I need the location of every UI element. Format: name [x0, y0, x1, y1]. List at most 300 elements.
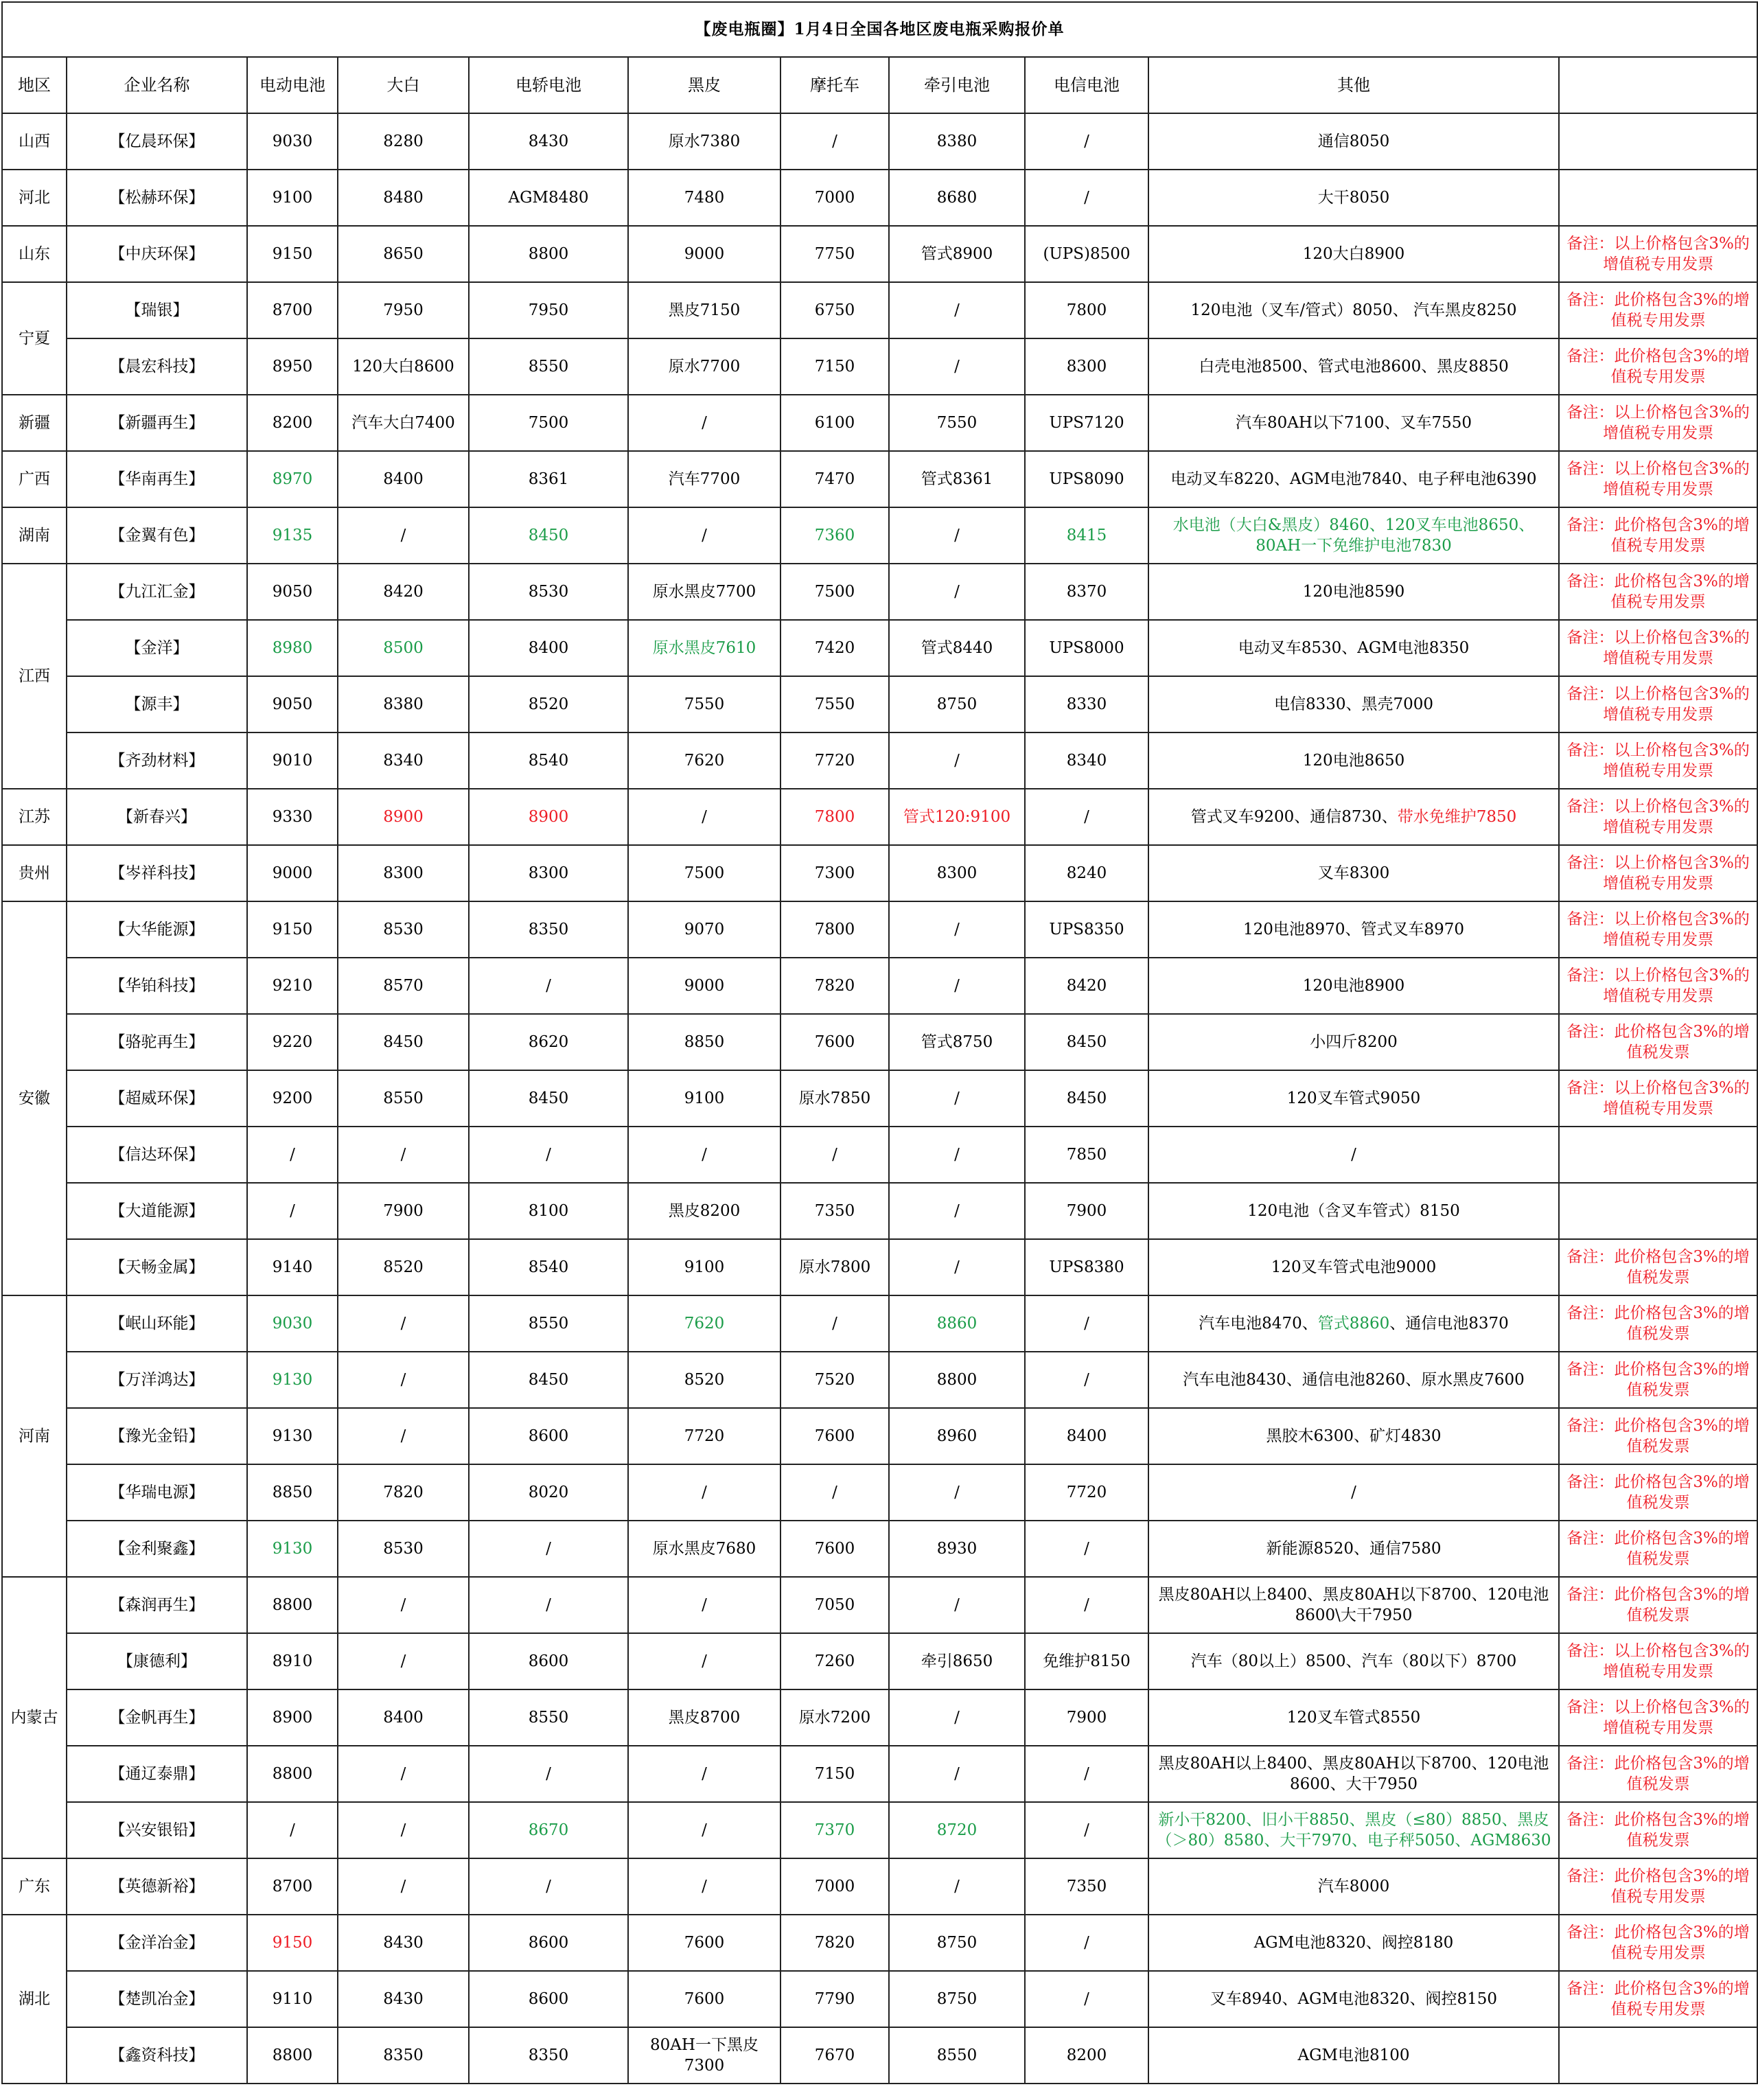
region-cell: 河南	[2, 1295, 67, 1577]
ev-battery-cell: 8950	[247, 338, 338, 395]
traction-battery-cell: /	[889, 1239, 1025, 1295]
note-cell: 备注：以上价格包含3%的增值税专用发票	[1559, 1633, 1757, 1689]
region-cell: 山东	[2, 226, 67, 282]
heipi-cell: 7600	[628, 1915, 780, 1971]
header-region: 地区	[2, 57, 67, 113]
heipi-cell: /	[628, 1464, 780, 1521]
ev-battery-cell: 8700	[247, 1858, 338, 1915]
car-battery-cell: 8620	[469, 1014, 628, 1070]
company-cell: 【康德利】	[67, 1633, 247, 1689]
telecom-battery-cell: /	[1025, 1802, 1148, 1858]
heipi-cell: 7550	[628, 676, 780, 732]
car-battery-cell: 8670	[469, 1802, 628, 1858]
heipi-cell: 7480	[628, 170, 780, 226]
heipi-cell: /	[628, 1577, 780, 1633]
dabai-cell: 8520	[338, 1239, 469, 1295]
other-cell: 汽车（80以上）8500、汽车（80以下）8700	[1148, 1633, 1559, 1689]
ev-battery-cell: 9130	[247, 1521, 338, 1577]
dabai-cell: 8530	[338, 1521, 469, 1577]
telecom-battery-cell: (UPS)8500	[1025, 226, 1148, 282]
table-row	[2, 1633, 1757, 1689]
ev-battery-cell: 9050	[247, 676, 338, 732]
heipi-cell: 7600	[628, 1971, 780, 2027]
table-row	[2, 564, 1757, 620]
note-cell: 备注：以上价格包含3%的增值税专用发票	[1559, 226, 1757, 282]
note-cell: 备注：此价格包含3%的增值税专用发票	[1559, 1915, 1757, 1971]
header-note	[1559, 57, 1757, 113]
telecom-battery-cell: 8200	[1025, 2027, 1148, 2084]
heipi-cell: 80AH一下黑皮7300	[628, 2027, 780, 2084]
other-cell: 新能源8520、通信7580	[1148, 1521, 1559, 1577]
motorcycle-cell: 7600	[780, 1014, 889, 1070]
car-battery-cell: 8600	[469, 1408, 628, 1464]
telecom-battery-cell: /	[1025, 1915, 1148, 1971]
heipi-cell: 7720	[628, 1408, 780, 1464]
company-cell: 【华铂科技】	[67, 958, 247, 1014]
telecom-battery-cell: 8420	[1025, 958, 1148, 1014]
traction-battery-cell: /	[889, 1577, 1025, 1633]
dabai-cell: /	[338, 1577, 469, 1633]
car-battery-cell: 8600	[469, 1971, 628, 2027]
note-cell: 备注：此价格包含3%的增值税专用发票	[1559, 338, 1757, 395]
ev-battery-cell: 9130	[247, 1352, 338, 1408]
heipi-cell: 9000	[628, 958, 780, 1014]
motorcycle-cell: 7550	[780, 676, 889, 732]
car-battery-cell: 8550	[469, 1689, 628, 1746]
heipi-cell: /	[628, 1746, 780, 1802]
car-battery-cell: 8350	[469, 901, 628, 958]
heipi-cell: 原水7700	[628, 338, 780, 395]
telecom-battery-cell: 7900	[1025, 1183, 1148, 1239]
telecom-battery-cell: 8240	[1025, 845, 1148, 901]
motorcycle-cell: /	[780, 1464, 889, 1521]
other-cell: 叉车8300	[1148, 845, 1559, 901]
company-cell: 【华南再生】	[67, 451, 247, 507]
motorcycle-cell: 7790	[780, 1971, 889, 2027]
table-row	[2, 2027, 1757, 2084]
traction-battery-cell: 8860	[889, 1295, 1025, 1352]
car-battery-cell: 8020	[469, 1464, 628, 1521]
heipi-cell: /	[628, 395, 780, 451]
other-part: 管式叉车9200、通信8730、	[1190, 808, 1398, 826]
company-cell: 【齐劲材料】	[67, 732, 247, 789]
ev-battery-cell: 9330	[247, 789, 338, 845]
telecom-battery-cell: /	[1025, 1352, 1148, 1408]
traction-battery-cell: 管式120:9100	[889, 789, 1025, 845]
motorcycle-cell: 7420	[780, 620, 889, 676]
other-cell: 小四斤8200	[1148, 1014, 1559, 1070]
other-cell: 黑皮80AH以上8400、黑皮80AH以下8700、120电池8600、大干7950	[1148, 1746, 1559, 1802]
region-cell: 广西	[2, 451, 67, 507]
dabai-cell: /	[338, 1858, 469, 1915]
note-cell: 备注：以上价格包含3%的增值税专用发票	[1559, 901, 1757, 958]
heipi-cell: 原水7380	[628, 113, 780, 170]
company-cell: 【大华能源】	[67, 901, 247, 958]
company-cell: 【骆驼再生】	[67, 1014, 247, 1070]
heipi-cell: /	[628, 507, 780, 564]
company-cell: 【大道能源】	[67, 1183, 247, 1239]
note-cell: 备注：以上价格包含3%的增值税专用发票	[1559, 395, 1757, 451]
traction-battery-cell: /	[889, 732, 1025, 789]
region-cell: 安徽	[2, 901, 67, 1295]
dabai-cell: 8530	[338, 901, 469, 958]
traction-battery-cell: /	[889, 507, 1025, 564]
motorcycle-cell: 7670	[780, 2027, 889, 2084]
dabai-cell: 8280	[338, 113, 469, 170]
table-row	[2, 1464, 1757, 1521]
other-cell: 120叉车管式电池9000	[1148, 1239, 1559, 1295]
dabai-cell: /	[338, 1746, 469, 1802]
table-row	[2, 958, 1757, 1014]
traction-battery-cell: /	[889, 958, 1025, 1014]
motorcycle-cell: 7350	[780, 1183, 889, 1239]
traction-battery-cell: 管式8750	[889, 1014, 1025, 1070]
table-row	[2, 1577, 1757, 1633]
traction-battery-cell: 8720	[889, 1802, 1025, 1858]
heipi-cell: 7620	[628, 732, 780, 789]
other-cell: 新小干8200、旧小干8850、黑皮（≤80）8850、黑皮（＞80）8580、大干7970、电子秤5050、AGM8630	[1148, 1802, 1559, 1858]
table-row	[2, 1915, 1757, 1971]
telecom-battery-cell: UPS7120	[1025, 395, 1148, 451]
heipi-cell: 9100	[628, 1070, 780, 1127]
heipi-cell: 原水黑皮7610	[628, 620, 780, 676]
car-battery-cell: 8300	[469, 845, 628, 901]
company-cell: 【岑祥科技】	[67, 845, 247, 901]
region-cell: 山西	[2, 113, 67, 170]
region-cell: 宁夏	[2, 282, 67, 395]
car-battery-cell: 8400	[469, 620, 628, 676]
telecom-battery-cell: /	[1025, 1295, 1148, 1352]
dabai-cell: 8550	[338, 1070, 469, 1127]
ev-battery-cell: 9130	[247, 1408, 338, 1464]
note-cell: 备注：此价格包含3%的增值税专用发票	[1559, 1971, 1757, 2027]
telecom-battery-cell: /	[1025, 113, 1148, 170]
heipi-cell: 黑皮8700	[628, 1689, 780, 1746]
motorcycle-cell: 7260	[780, 1633, 889, 1689]
other-part: 汽车电池8470、	[1199, 1315, 1318, 1332]
heipi-cell: /	[628, 789, 780, 845]
company-cell: 【金洋冶金】	[67, 1915, 247, 1971]
other-cell: 120叉车管式8550	[1148, 1689, 1559, 1746]
table-row	[2, 845, 1757, 901]
dabai-cell: 8430	[338, 1971, 469, 2027]
telecom-battery-cell: /	[1025, 1746, 1148, 1802]
table-row	[2, 732, 1757, 789]
page-title: 【废电瓶圈】1月4日全国各地区废电瓶采购报价单	[2, 2, 1757, 57]
company-cell: 【金洋】	[67, 620, 247, 676]
ev-battery-cell: /	[247, 1127, 338, 1183]
heipi-cell: 汽车7700	[628, 451, 780, 507]
ev-battery-cell: 8800	[247, 1577, 338, 1633]
note-cell: 备注：以上价格包含3%的增值税专用发票	[1559, 1689, 1757, 1746]
traction-battery-cell: 8960	[889, 1408, 1025, 1464]
dabai-cell: 8500	[338, 620, 469, 676]
table-row	[2, 789, 1757, 845]
car-battery-cell: /	[469, 1858, 628, 1915]
other-cell: 120大白8900	[1148, 226, 1559, 282]
heipi-cell: 原水黑皮7680	[628, 1521, 780, 1577]
ev-battery-cell: 8700	[247, 282, 338, 338]
telecom-battery-cell: 8330	[1025, 676, 1148, 732]
dabai-cell: /	[338, 1408, 469, 1464]
dabai-cell: 7820	[338, 1464, 469, 1521]
traction-battery-cell: /	[889, 1746, 1025, 1802]
company-cell: 【金利聚鑫】	[67, 1521, 247, 1577]
ev-battery-cell: 8200	[247, 395, 338, 451]
company-cell: 【金翼有色】	[67, 507, 247, 564]
ev-battery-cell: 8800	[247, 2027, 338, 2084]
ev-battery-cell: 8850	[247, 1464, 338, 1521]
dabai-cell: 汽车大白7400	[338, 395, 469, 451]
company-cell: 【鑫资科技】	[67, 2027, 247, 2084]
traction-battery-cell: 管式8361	[889, 451, 1025, 507]
ev-battery-cell: 9030	[247, 1295, 338, 1352]
motorcycle-cell: 7820	[780, 958, 889, 1014]
car-battery-cell: 8600	[469, 1633, 628, 1689]
telecom-battery-cell: UPS8350	[1025, 901, 1148, 958]
header-dabai: 大白	[338, 57, 469, 113]
ev-battery-cell: 9140	[247, 1239, 338, 1295]
company-cell: 【豫光金铅】	[67, 1408, 247, 1464]
telecom-battery-cell: 8300	[1025, 338, 1148, 395]
traction-battery-cell: 8380	[889, 113, 1025, 170]
other-cell: 水电池（大白&黑皮）8460、120叉车电池8650、80AH一下免维护电池7830	[1148, 507, 1559, 564]
other-cell: 120电池（含叉车管式）8150	[1148, 1183, 1559, 1239]
traction-battery-cell: 8930	[889, 1521, 1025, 1577]
ev-battery-cell: 9110	[247, 1971, 338, 2027]
traction-battery-cell: /	[889, 1858, 1025, 1915]
telecom-battery-cell: 8400	[1025, 1408, 1148, 1464]
dabai-cell: 8650	[338, 226, 469, 282]
car-battery-cell: 8540	[469, 1239, 628, 1295]
car-battery-cell: 8520	[469, 676, 628, 732]
table-row	[2, 282, 1757, 338]
table-row	[2, 1070, 1757, 1127]
note-cell: 备注：此价格包含3%的增值税专用发票	[1559, 282, 1757, 338]
traction-battery-cell: 8750	[889, 1971, 1025, 2027]
note-cell	[1559, 170, 1757, 226]
car-battery-cell: 8540	[469, 732, 628, 789]
dabai-cell: /	[338, 1352, 469, 1408]
traction-battery-cell: 8300	[889, 845, 1025, 901]
company-cell: 【晨宏科技】	[67, 338, 247, 395]
car-battery-cell: 7500	[469, 395, 628, 451]
motorcycle-cell: 7150	[780, 338, 889, 395]
ev-battery-cell: 9050	[247, 564, 338, 620]
table-row	[2, 1746, 1757, 1802]
ev-battery-cell: 9100	[247, 170, 338, 226]
note-cell	[1559, 1183, 1757, 1239]
company-cell: 【万洋鸿达】	[67, 1352, 247, 1408]
heipi-cell: 8520	[628, 1352, 780, 1408]
ev-battery-cell: 9000	[247, 845, 338, 901]
ev-battery-cell: 9150	[247, 1915, 338, 1971]
telecom-battery-cell: 免维护8150	[1025, 1633, 1148, 1689]
telecom-battery-cell: UPS8380	[1025, 1239, 1148, 1295]
note-cell: 备注：以上价格包含3%的增值税专用发票	[1559, 732, 1757, 789]
car-battery-cell: 8600	[469, 1915, 628, 1971]
traction-battery-cell: 8750	[889, 676, 1025, 732]
car-battery-cell: 8900	[469, 789, 628, 845]
region-cell: 湖北	[2, 1915, 67, 2084]
heipi-cell: 原水黑皮7700	[628, 564, 780, 620]
note-cell: 备注：以上价格包含3%的增值税专用发票	[1559, 958, 1757, 1014]
other-cell: 120电池（叉车/管式）8050、 汽车黑皮8250	[1148, 282, 1559, 338]
ev-battery-cell: 8910	[247, 1633, 338, 1689]
region-cell: 广东	[2, 1858, 67, 1915]
header-motorcycle: 摩托车	[780, 57, 889, 113]
telecom-battery-cell: 7350	[1025, 1858, 1148, 1915]
car-battery-cell: 8550	[469, 338, 628, 395]
traction-battery-cell: /	[889, 1689, 1025, 1746]
company-cell: 【亿晨环保】	[67, 113, 247, 170]
ev-battery-cell: 9030	[247, 113, 338, 170]
motorcycle-cell: 7600	[780, 1408, 889, 1464]
motorcycle-cell: 原水7200	[780, 1689, 889, 1746]
ev-battery-cell: /	[247, 1183, 338, 1239]
motorcycle-cell: 6750	[780, 282, 889, 338]
company-cell: 【松赫环保】	[67, 170, 247, 226]
motorcycle-cell: 7050	[780, 1577, 889, 1633]
region-cell: 江西	[2, 564, 67, 789]
ev-battery-cell: 9150	[247, 226, 338, 282]
company-cell: 【新春兴】	[67, 789, 247, 845]
motorcycle-cell: 7370	[780, 1802, 889, 1858]
other-cell: 汽车8000	[1148, 1858, 1559, 1915]
motorcycle-cell: /	[780, 1127, 889, 1183]
traction-battery-cell: /	[889, 901, 1025, 958]
note-cell: 备注：此价格包含3%的增值税发票	[1559, 1464, 1757, 1521]
company-cell: 【楚凯冶金】	[67, 1971, 247, 2027]
company-cell: 【金帆再生】	[67, 1689, 247, 1746]
company-cell: 【岷山环能】	[67, 1295, 247, 1352]
note-cell	[1559, 2027, 1757, 2084]
motorcycle-cell: 7800	[780, 789, 889, 845]
note-cell: 备注：此价格包含3%的增值税发票	[1559, 1577, 1757, 1633]
table-row	[2, 395, 1757, 451]
dabai-cell: /	[338, 1633, 469, 1689]
traction-battery-cell: /	[889, 564, 1025, 620]
region-cell: 贵州	[2, 845, 67, 901]
telecom-battery-cell: 8370	[1025, 564, 1148, 620]
ev-battery-cell: 9150	[247, 901, 338, 958]
ev-battery-cell: 9200	[247, 1070, 338, 1127]
dabai-cell: 8400	[338, 451, 469, 507]
table-row	[2, 1183, 1757, 1239]
company-cell: 【通辽泰鼎】	[67, 1746, 247, 1802]
other-cell: 通信8050	[1148, 113, 1559, 170]
telecom-battery-cell: /	[1025, 789, 1148, 845]
table-row	[2, 226, 1757, 282]
other-cell: 白壳电池8500、管式电池8600、黑皮8850	[1148, 338, 1559, 395]
other-cell: 120电池8590	[1148, 564, 1559, 620]
header-heipi: 黑皮	[628, 57, 780, 113]
other-cell: AGM电池8100	[1148, 2027, 1559, 2084]
other-part: 管式8860	[1317, 1315, 1390, 1332]
table-row	[2, 1971, 1757, 2027]
header-telecom-battery: 电信电池	[1025, 57, 1148, 113]
car-battery-cell: 8361	[469, 451, 628, 507]
telecom-battery-cell: 8340	[1025, 732, 1148, 789]
header-traction-battery: 牵引电池	[889, 57, 1025, 113]
traction-battery-cell: /	[889, 1127, 1025, 1183]
heipi-cell: 9070	[628, 901, 780, 958]
other-cell: 电动叉车8530、AGM电池8350	[1148, 620, 1559, 676]
dabai-cell: 8340	[338, 732, 469, 789]
telecom-battery-cell: UPS8090	[1025, 451, 1148, 507]
ev-battery-cell: 8970	[247, 451, 338, 507]
traction-battery-cell: /	[889, 1183, 1025, 1239]
company-cell: 【新疆再生】	[67, 395, 247, 451]
table-row	[2, 620, 1757, 676]
car-battery-cell: /	[469, 1127, 628, 1183]
other-cell: 120电池8900	[1148, 958, 1559, 1014]
car-battery-cell: 8450	[469, 1352, 628, 1408]
note-cell	[1559, 1127, 1757, 1183]
region-cell: 河北	[2, 170, 67, 226]
table-row	[2, 901, 1757, 958]
table-row	[2, 1352, 1757, 1408]
dabai-cell: /	[338, 507, 469, 564]
company-cell: 【华瑞电源】	[67, 1464, 247, 1521]
table-row	[2, 170, 1757, 226]
other-part: 、通信电池8370	[1389, 1315, 1509, 1332]
table-row	[2, 1858, 1757, 1915]
telecom-battery-cell: 8450	[1025, 1014, 1148, 1070]
company-cell: 【源丰】	[67, 676, 247, 732]
header-row	[2, 57, 1757, 113]
car-battery-cell: 7950	[469, 282, 628, 338]
note-cell: 备注：此价格包含3%的增值税专用发票	[1559, 564, 1757, 620]
dabai-cell: 8900	[338, 789, 469, 845]
traction-battery-cell: 管式8900	[889, 226, 1025, 282]
dabai-cell: 8570	[338, 958, 469, 1014]
table-row	[2, 1239, 1757, 1295]
price-sheet	[1, 1, 1750, 2084]
car-battery-cell: 8450	[469, 507, 628, 564]
car-battery-cell: /	[469, 958, 628, 1014]
telecom-battery-cell: /	[1025, 1577, 1148, 1633]
header-car-battery: 电轿电池	[469, 57, 628, 113]
note-cell: 备注：此价格包含3%的增值税发票	[1559, 1408, 1757, 1464]
car-battery-cell: /	[469, 1746, 628, 1802]
motorcycle-cell: 7820	[780, 1915, 889, 1971]
dabai-cell: /	[338, 1127, 469, 1183]
other-cell: 电动叉车8220、AGM电池7840、电子秤电池6390	[1148, 451, 1559, 507]
telecom-battery-cell: /	[1025, 1971, 1148, 2027]
telecom-battery-cell: 7850	[1025, 1127, 1148, 1183]
traction-battery-cell: /	[889, 1070, 1025, 1127]
dabai-cell: 7900	[338, 1183, 469, 1239]
company-cell: 【英德新裕】	[67, 1858, 247, 1915]
motorcycle-cell: 7720	[780, 732, 889, 789]
heipi-cell: /	[628, 1127, 780, 1183]
note-cell: 备注：以上价格包含3%的增值税专用发票	[1559, 1070, 1757, 1127]
other-cell: /	[1148, 1464, 1559, 1521]
heipi-cell: /	[628, 1858, 780, 1915]
table-row	[2, 1689, 1757, 1746]
table-row	[2, 676, 1757, 732]
header-company: 企业名称	[67, 57, 247, 113]
ev-battery-cell: /	[247, 1802, 338, 1858]
other-cell: 黑胶木6300、矿灯4830	[1148, 1408, 1559, 1464]
company-cell: 【兴安银铅】	[67, 1802, 247, 1858]
other-cell	[1148, 789, 1559, 845]
table-row	[2, 1295, 1757, 1352]
heipi-cell: 7620	[628, 1295, 780, 1352]
company-cell: 【九江汇金】	[67, 564, 247, 620]
telecom-battery-cell: /	[1025, 170, 1148, 226]
